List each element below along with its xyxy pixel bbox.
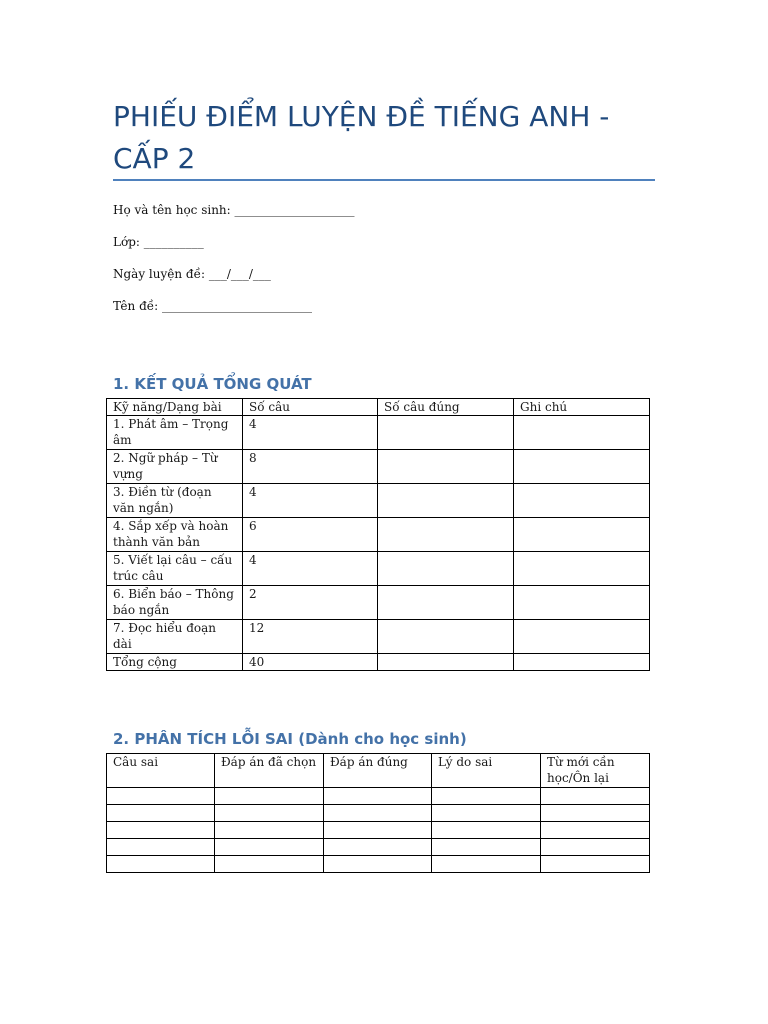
blank-cell[interactable] [324, 788, 432, 805]
header-cell: Kỹ năng/Dạng bài [107, 399, 243, 416]
table-row [107, 586, 650, 620]
skill-cell: 7. Đọc hiểu đoạn dài [107, 620, 243, 654]
class-field[interactable]: Lớp: __________ [113, 235, 204, 249]
note-cell[interactable] [514, 416, 650, 450]
blank-cell[interactable] [215, 856, 324, 873]
blank-cell[interactable] [324, 805, 432, 822]
error-header-row [107, 754, 650, 788]
correct-cell[interactable] [378, 518, 514, 552]
blank-cell[interactable] [107, 856, 215, 873]
table-row [107, 805, 650, 822]
correct-cell[interactable] [378, 450, 514, 484]
blank-cell[interactable] [432, 805, 541, 822]
table-row [107, 484, 650, 518]
count-cell: 40 [243, 654, 378, 671]
note-cell[interactable] [514, 654, 650, 671]
blank-cell[interactable] [432, 822, 541, 839]
table-row [107, 450, 650, 484]
note-cell[interactable] [514, 620, 650, 654]
table-row [107, 788, 650, 805]
count-cell: 12 [243, 620, 378, 654]
count-cell: 4 [243, 552, 378, 586]
section2-heading: 2. PHÂN TÍCH LỖI SAI (Dành cho học sinh) [113, 730, 467, 748]
header-cell: Số câu đúng [378, 399, 514, 416]
blank-cell[interactable] [432, 839, 541, 856]
blank-cell[interactable] [541, 856, 650, 873]
page-title: PHIẾU ĐIỂM LUYỆN ĐỀ TIẾNG ANH - CẤP 2 [113, 100, 610, 175]
table-row [107, 518, 650, 552]
error-analysis-table [106, 753, 650, 873]
table-row [107, 620, 650, 654]
skill-cell: Tổng cộng [107, 654, 243, 671]
count-cell: 6 [243, 518, 378, 552]
correct-cell[interactable] [378, 484, 514, 518]
count-cell: 4 [243, 416, 378, 450]
student-name-field[interactable]: Họ và tên học sinh: ____________________ [113, 203, 355, 217]
blank-cell[interactable] [324, 839, 432, 856]
skill-cell: 2. Ngữ pháp – Từ vựng [107, 450, 243, 484]
header-cell: Số câu [243, 399, 378, 416]
table-row [107, 552, 650, 586]
correct-cell[interactable] [378, 620, 514, 654]
blank-cell[interactable] [107, 822, 215, 839]
blank-cell[interactable] [432, 788, 541, 805]
header-cell: Câu sai [107, 754, 215, 788]
blank-cell[interactable] [541, 805, 650, 822]
table-row [107, 856, 650, 873]
total-row [107, 654, 650, 671]
blank-cell[interactable] [541, 839, 650, 856]
header-cell: Từ mới cần học/Ôn lại [541, 754, 650, 788]
skill-cell: 6. Biển báo – Thông báo ngắn [107, 586, 243, 620]
blank-cell[interactable] [324, 856, 432, 873]
blank-cell[interactable] [432, 856, 541, 873]
header-cell: Ghi chú [514, 399, 650, 416]
note-cell[interactable] [514, 450, 650, 484]
section1-heading: 1. KẾT QUẢ TỔNG QUÁT [113, 375, 312, 393]
blank-cell[interactable] [541, 822, 650, 839]
table-row [107, 822, 650, 839]
correct-cell[interactable] [378, 654, 514, 671]
header-cell: Lý do sai [432, 754, 541, 788]
note-cell[interactable] [514, 518, 650, 552]
header-cell: Đáp án đã chọn [215, 754, 324, 788]
blank-cell[interactable] [107, 788, 215, 805]
skill-cell: 1. Phát âm – Trọng âm [107, 416, 243, 450]
results-header-row [107, 399, 650, 416]
blank-cell[interactable] [215, 822, 324, 839]
skill-cell: 3. Điền từ (đoạn văn ngắn) [107, 484, 243, 518]
count-cell: 4 [243, 484, 378, 518]
correct-cell[interactable] [378, 586, 514, 620]
title-underline [113, 179, 655, 181]
count-cell: 2 [243, 586, 378, 620]
blank-cell[interactable] [107, 805, 215, 822]
test-name-field[interactable]: Tên đề: _________________________ [113, 299, 312, 313]
skill-cell: 5. Viết lại câu – cấu trúc câu [107, 552, 243, 586]
blank-cell[interactable] [215, 788, 324, 805]
note-cell[interactable] [514, 552, 650, 586]
results-table [106, 398, 650, 671]
correct-cell[interactable] [378, 416, 514, 450]
blank-cell[interactable] [107, 839, 215, 856]
count-cell: 8 [243, 450, 378, 484]
table-row [107, 839, 650, 856]
blank-cell[interactable] [215, 805, 324, 822]
table-row [107, 416, 650, 450]
skill-cell: 4. Sắp xếp và hoàn thành văn bản [107, 518, 243, 552]
header-cell: Đáp án đúng [324, 754, 432, 788]
blank-cell[interactable] [215, 839, 324, 856]
note-cell[interactable] [514, 586, 650, 620]
blank-cell[interactable] [541, 788, 650, 805]
blank-cell[interactable] [324, 822, 432, 839]
date-field[interactable]: Ngày luyện đề: ___/___/___ [113, 267, 271, 281]
correct-cell[interactable] [378, 552, 514, 586]
note-cell[interactable] [514, 484, 650, 518]
